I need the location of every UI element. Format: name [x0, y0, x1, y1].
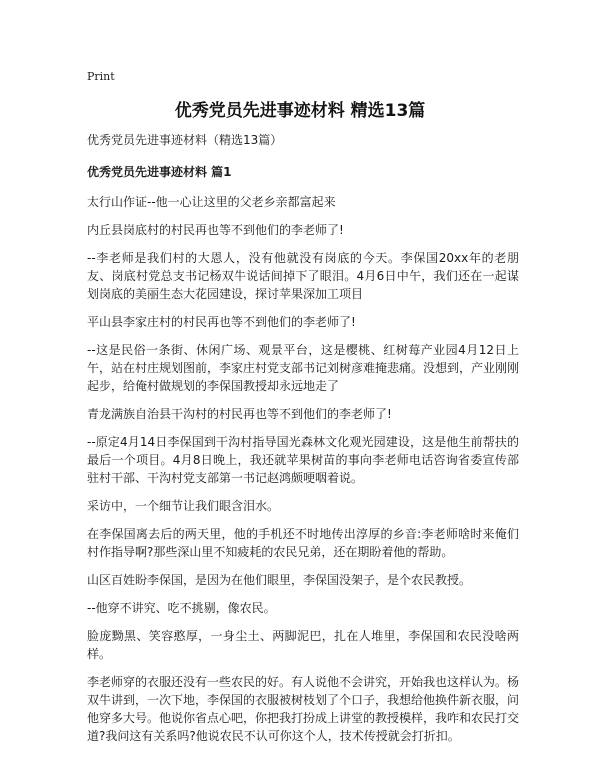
document-subtitle: 优秀党员先进事迹材料（精选13篇）: [87, 133, 283, 147]
page-title: 优秀党员先进事迹材料 精选13篇: [174, 101, 426, 121]
paragraph: 在李保国离去后的两天里，他的手机还不时地传出淳厚的乡音:李老师啥时来俺们村作指导啊?那些深山里不知疲耗的农民兄弟，还在期盼着他的帮助。: [87, 527, 519, 559]
paragraph: 青龙满族自治县干沟村的村民再也等不到他们的李老师了!: [87, 407, 392, 421]
print-link[interactable]: Print: [87, 70, 115, 83]
section-heading: 优秀党员先进事迹材料 篇1: [87, 165, 232, 179]
paragraph: 山区百姓盼李保国，是因为在他们眼里，李保国没架子，是个农民教授。: [87, 573, 472, 587]
paragraph: 太行山作证--他一心让这里的父老乡亲都富起来: [87, 195, 336, 209]
paragraph: --他穿不讲究、吃不挑剔，像农民。: [87, 601, 276, 615]
paragraph: 脸庞黝黑、笑容憨厚，一身尘土、两脚泥巴，扎在人堆里，李保国和农民没啥两样。: [87, 629, 519, 661]
paragraph: --这是民俗一条街、休闲广场、观景平台，这是樱桃、红树莓产业园4月12日上午，站在村庄规划图前，李家庄村党支部书记刘树彦难掩悲痛。没想到，产业刚刚起步，给俺村做规划的李保国教授却永远地走了: [87, 343, 520, 393]
paragraph: --原定4月14日李保国到干沟村指导国光森林文化观光园建设，这是他生前帮扶的最后一个项目。4月8日晚上，我还就苹果树苗的事向李老师电话咨询省委宣传部驻村干部、干沟村党支部第一书记赵鸿颇哽咽着说。: [87, 435, 519, 485]
paragraph: --李老师是我们村的大恩人，没有他就没有岗底的今天。李保国20xx年的老朋友、岗底村党总支书记杨双牛说话间掉下了眼泪。4月6日中午，我们还在一起谋划岗底的美丽生态大花园建设，探讨苹果深加工项目: [87, 251, 519, 301]
paragraph: 李老师穿的衣服还没有一些农民的好。有人说他不会讲究，开始我也这样认为。杨双牛讲到，一次下地，李保国的衣服被树枝划了个口子，我想给他换件新衣服，问他穿多大号。他说你省点心吧，你把我打扮成上讲堂的教授模样，我咋和农民打交道?我问这有关系吗?他说农民不认可你这个人，技术传授就会打折扣。: [87, 675, 520, 743]
article-body: [87, 131, 519, 755]
paragraph: 内丘县岗底村的村民再也等不到他们的李老师了!: [87, 223, 344, 237]
paragraph: 采访中，一个细节让我们眼含泪水。: [87, 499, 280, 513]
paragraph: 平山县李家庄村的村民再也等不到他们的李老师了!: [87, 315, 356, 329]
